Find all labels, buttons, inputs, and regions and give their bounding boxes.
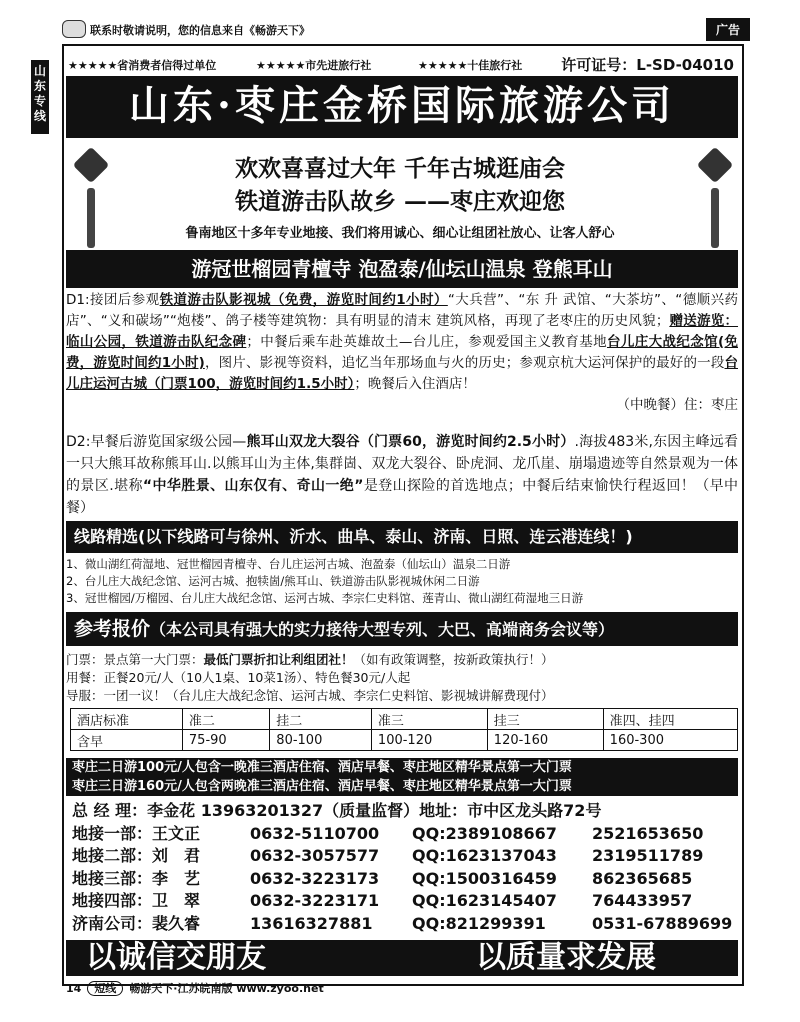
- hotel-price-table: [70, 708, 738, 751]
- route-title: 游冠世榴园青檀寺 泡盈泰/仙坛山温泉 登熊耳山: [66, 250, 738, 288]
- rating-1: ★★★★★省消费者信得过单位: [68, 59, 217, 72]
- rating-2: ★★★★★市先进旅行社: [256, 59, 372, 72]
- contact-row: 地接二部：刘 君 0632-3057577 QQ:1623137043 2319511789: [72, 846, 704, 865]
- slogan-new-year: 欢欢喜喜过大年 千年古城逛庙会: [234, 155, 565, 182]
- contacts: [72, 800, 740, 935]
- offer-three-day: 枣庄三日游160元/人包含两晚准三酒店住宿、酒店早餐、枣庄地区精华景点第一大门票: [72, 779, 572, 794]
- company-title: 山东·枣庄金桥国际旅游公司: [66, 76, 738, 138]
- tagline: 鲁南地区十多年专业地接、我们将用诚心、细心让组团社放心、让客人舒心: [185, 226, 615, 241]
- meal-line: 用餐：正餐20元/人（10人1桌、10菜1汤）、特色餐30元/人起: [66, 670, 411, 685]
- day1-itinerary: D1:接团后参观铁道游击队影视城（免费，游览时间约1小时）“大兵营”、“东 升 武馆、“大茶坊”、“德顺兴药店”、“义和碳场”“炮楼”、鸽子楼等建筑物：具有明显的清末 建筑风格，再现了老枣庄的历史风貌；赠送游览：临山公园，铁道游击队纪念碑；中餐后乘车赴英雄故土—台儿庄，参观爱国主义教育基地台儿庄大战纪念馆(免费，游览时间约1小时)，图片、影视等资料，追忆当年那场血与火的历史；参观京杭大运河保护的最好的一段台儿庄运河古城（门票100，游览时间约1.5小时）；晚餐后入住酒店！ （中晚餐）住：枣庄: [66, 290, 738, 416]
- ticket-line: 门票：景点第一大门票：最低门票折扣让利组团社！（如有政策调整，按新政策执行！）: [66, 652, 554, 667]
- ratings-row: [68, 54, 738, 76]
- day1-meal: （中晚餐）住：枣庄: [616, 397, 738, 413]
- list-item: 1、微山湖红荷湿地、冠世榴园青檀寺、台儿庄运河古城、泡盈泰（仙坛山）温泉二日游: [66, 557, 511, 571]
- general-manager: 总 经 理：李金花 13963201327（质量监督）地址：市中区龙头路72号: [72, 801, 602, 820]
- publication-name: 畅游天下·江苏皖南版 www.zyoo.net: [129, 982, 324, 995]
- car-icon: [62, 20, 86, 38]
- page-number: 14: [66, 982, 82, 995]
- route-selection-bar: 线路精选(以下线路可与徐州、沂水、曲阜、泰山、济南、日照、连云港连线！): [66, 521, 738, 553]
- top-bar: [0, 18, 800, 42]
- page-footer: [66, 980, 324, 996]
- package-offers: [66, 758, 738, 796]
- table-row: 酒店标准 准二 挂二 准三 挂三 准四、挂四: [71, 709, 738, 730]
- license-number: 许可证号：L-SD-04010: [561, 56, 734, 74]
- table-row: 含早 75-90 80-100 100-120 120-160 160-300: [71, 730, 738, 751]
- route-list: [66, 556, 738, 607]
- contact-row: 地接三部：李 艺 0632-3223173 QQ:1500316459 862365685: [72, 868, 693, 888]
- footer-slogan-bar: [66, 940, 738, 976]
- pricing-subtitle: （本公司具有强大的实力接待大型专列、大巴、高端商务会议等）: [150, 620, 615, 639]
- source-notice: 联系时敬请说明，您的信息来自《畅游天下》: [90, 24, 310, 37]
- pricing-bar: [66, 612, 738, 646]
- contact-row: 济南公司：裴久睿 13616327881 QQ:821299391 0531-67889699: [72, 913, 733, 933]
- footer-slogan-left: 以诚信交朋友: [86, 940, 266, 975]
- rating-3: ★★★★★十佳旅行社: [418, 59, 523, 72]
- footer-slogan-right: 以质量求发展: [476, 940, 656, 975]
- list-item: 2、台儿庄大战纪念馆、运河古城、抱犊崮/熊耳山、铁道游击队影视城休闲二日游: [66, 574, 480, 588]
- offer-two-day: 枣庄二日游100元/人包含一晚准三酒店住宿、酒店早餐、枣庄地区精华景点第一大门票: [72, 760, 572, 775]
- list-item: 3、冠世榴园/万榴园、台儿庄大战纪念馆、运河古城、李宗仁史料馆、莲青山、微山湖红荷湿地三日游: [66, 591, 584, 605]
- section-tag: 短线: [87, 981, 123, 996]
- contact-row: 地接四部：卫 翠 0632-3223171 QQ:1623145407 764433957: [72, 891, 693, 910]
- guide-line: 导服：一团一议！（台儿庄大战纪念馆、运河古城、李宗仁史料馆、影视城讲解费现付）: [66, 688, 554, 703]
- ad-label: 广告: [706, 18, 750, 41]
- section-tab: 山东专线: [31, 60, 49, 134]
- contact-row: 地接一部：王文正 0632-5110700 QQ:2389108667 2521653650: [72, 823, 704, 843]
- slogan-welcome: 铁道游击队故乡 ——枣庄欢迎您: [234, 188, 565, 215]
- pricing-title: 参考报价: [74, 618, 151, 640]
- day2-itinerary: D2:早餐后游览国家级公园—熊耳山双龙大裂谷（门票60，游览时间约2.5小时）.海拔483米,东因主峰远看一只大熊耳故称熊耳山.以熊耳山为主体,集群崮、双龙大裂谷、卧虎洞、龙爪崖、崩塌遗迹等自然景观为一体的景区.堪称“中华胜景、山东仅有、奇山一绝”是登山探险的首选地点；中餐后结束愉快行程返回！（早中餐）: [66, 434, 739, 516]
